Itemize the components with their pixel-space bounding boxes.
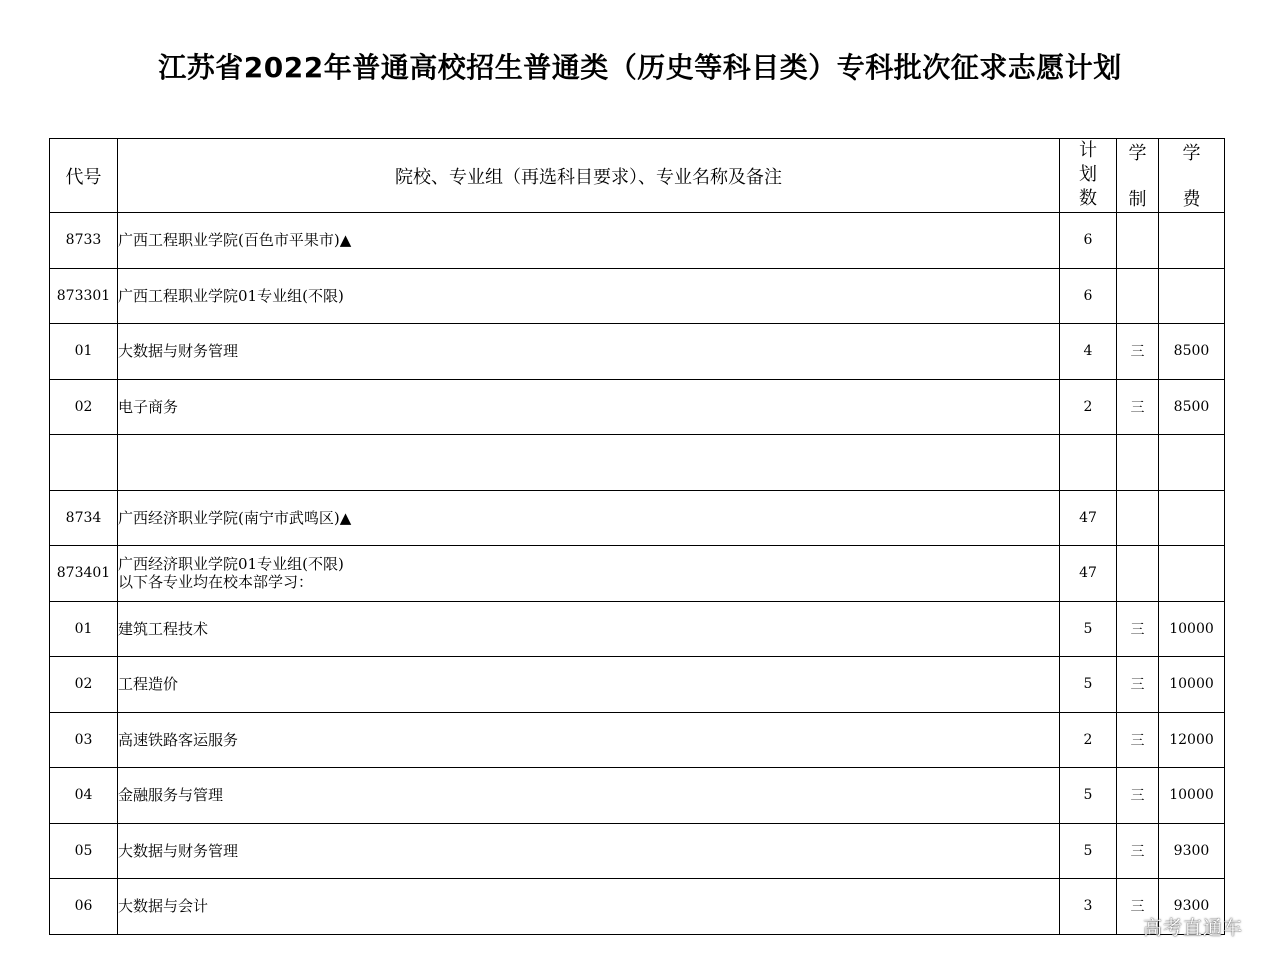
cell-name-note: 以下各专业均在校本部学习： (118, 573, 314, 592)
cell-name (118, 712, 1060, 768)
cell-code: 873401 (50, 546, 118, 602)
cell-code: 01 (50, 601, 118, 657)
cell-code: 05 (50, 823, 118, 879)
header-name: 院校、专业组（再选科目要求）、专业名称及备注 (118, 139, 1060, 213)
header-schooling (1117, 139, 1159, 213)
cell-plan-count: 47 (1060, 546, 1117, 602)
cell-name (118, 324, 1060, 380)
cell-plan-count: 5 (1060, 768, 1117, 824)
cell-name (118, 768, 1060, 824)
cell-name-line: 广西经济职业学院01专业组(不限) (118, 555, 344, 574)
table-row (50, 490, 1225, 546)
header-schooling-char: 制 (1128, 189, 1147, 210)
header-code: 代号 (50, 139, 118, 213)
cell-code: 02 (50, 657, 118, 713)
table-row (50, 379, 1225, 435)
cell-schooling: 三 (1117, 324, 1159, 380)
page-title: 江苏省2022年普通高校招生普通类（历史等科目类）专科批次征求志愿计划 (158, 51, 1122, 84)
table-row (50, 823, 1225, 879)
header-plan-count-char: 划 (1079, 164, 1097, 185)
cell-plan-count: 2 (1060, 712, 1117, 768)
cell-tuition: 10000 (1159, 657, 1225, 713)
cell-code: 8734 (50, 490, 118, 546)
cell-tuition: 9300 (1159, 823, 1225, 879)
cell-name-line: 电子商务 (118, 397, 179, 416)
table-row (50, 324, 1225, 380)
cell-plan-count (1060, 435, 1117, 491)
cell-name (118, 823, 1060, 879)
table-row (50, 601, 1225, 657)
table-row (50, 546, 1225, 602)
cell-code: 01 (50, 324, 118, 380)
cell-schooling (1117, 435, 1159, 491)
cell-schooling: 三 (1117, 768, 1159, 824)
cell-code: 06 (50, 879, 118, 935)
cell-name (118, 379, 1060, 435)
cell-code: 873301 (50, 268, 118, 324)
cell-name (118, 268, 1060, 324)
cell-schooling (1117, 268, 1159, 324)
cell-name-line: 工程造价 (118, 675, 179, 694)
cell-plan-count: 3 (1060, 879, 1117, 935)
cell-name-line: 广西工程职业学院(百色市平果市)▲ (118, 231, 352, 250)
enrollment-plan-table (49, 138, 1225, 935)
table-row (50, 213, 1225, 269)
table-row (50, 657, 1225, 713)
cell-name (118, 546, 1060, 602)
cell-name (118, 601, 1060, 657)
header-tuition (1159, 139, 1225, 213)
cell-tuition: 8500 (1159, 324, 1225, 380)
header-tuition-char: 学 (1182, 143, 1201, 164)
cell-code: 8733 (50, 213, 118, 269)
table-row (50, 768, 1225, 824)
table-row-empty (50, 435, 1225, 491)
cell-tuition (1159, 213, 1225, 269)
table-row (50, 268, 1225, 324)
cell-plan-count: 6 (1060, 268, 1117, 324)
table-body (50, 213, 1225, 935)
cell-name-line: 大数据与会计 (118, 897, 209, 916)
cell-plan-count: 47 (1060, 490, 1117, 546)
cell-name-line: 广西经济职业学院(南宁市武鸣区)▲ (118, 508, 352, 527)
header-tuition-char: 费 (1182, 189, 1201, 210)
cell-tuition (1159, 546, 1225, 602)
watermark-text: 高考直通车 (1143, 917, 1244, 939)
table-row (50, 879, 1225, 935)
cell-schooling: 三 (1117, 379, 1159, 435)
cell-schooling: 三 (1117, 823, 1159, 879)
cell-tuition: 8500 (1159, 379, 1225, 435)
cell-tuition: 10000 (1159, 601, 1225, 657)
header-plan-count-char: 数 (1079, 188, 1097, 209)
cell-plan-count: 5 (1060, 601, 1117, 657)
cell-name (118, 657, 1060, 713)
cell-schooling: 三 (1117, 601, 1159, 657)
cell-name-line: 广西工程职业学院01专业组(不限) (118, 286, 344, 305)
cell-tuition: 10000 (1159, 768, 1225, 824)
cell-tuition (1159, 268, 1225, 324)
cell-name (118, 879, 1060, 935)
cell-plan-count: 6 (1060, 213, 1117, 269)
cell-schooling (1117, 213, 1159, 269)
cell-plan-count: 4 (1060, 324, 1117, 380)
cell-name (118, 213, 1060, 269)
cell-name-line: 金融服务与管理 (118, 786, 224, 805)
header-plan-count (1060, 139, 1117, 213)
cell-code (50, 435, 118, 491)
cell-plan-count: 5 (1060, 657, 1117, 713)
table-row (50, 712, 1225, 768)
cell-code: 04 (50, 768, 118, 824)
cell-name-line: 大数据与财务管理 (118, 841, 239, 860)
cell-tuition (1159, 435, 1225, 491)
cell-tuition: 12000 (1159, 712, 1225, 768)
cell-name-line: 大数据与财务管理 (118, 342, 239, 361)
cell-name-line: 高速铁路客运服务 (118, 730, 239, 749)
cell-schooling: 三 (1117, 657, 1159, 713)
cell-schooling: 三 (1117, 879, 1159, 935)
cell-plan-count: 5 (1060, 823, 1117, 879)
cell-tuition (1159, 490, 1225, 546)
header-plan-count-char: 计 (1079, 140, 1097, 161)
cell-name (118, 490, 1060, 546)
header-schooling-char: 学 (1128, 143, 1147, 164)
cell-name-line: 建筑工程技术 (118, 619, 209, 638)
cell-plan-count: 2 (1060, 379, 1117, 435)
cell-tuition: 9300 (1159, 879, 1225, 935)
cell-code: 02 (50, 379, 118, 435)
cell-name (118, 435, 1060, 491)
table-header-row (50, 139, 1225, 213)
cell-code: 03 (50, 712, 118, 768)
cell-schooling: 三 (1117, 712, 1159, 768)
cell-schooling (1117, 546, 1159, 602)
cell-schooling (1117, 490, 1159, 546)
